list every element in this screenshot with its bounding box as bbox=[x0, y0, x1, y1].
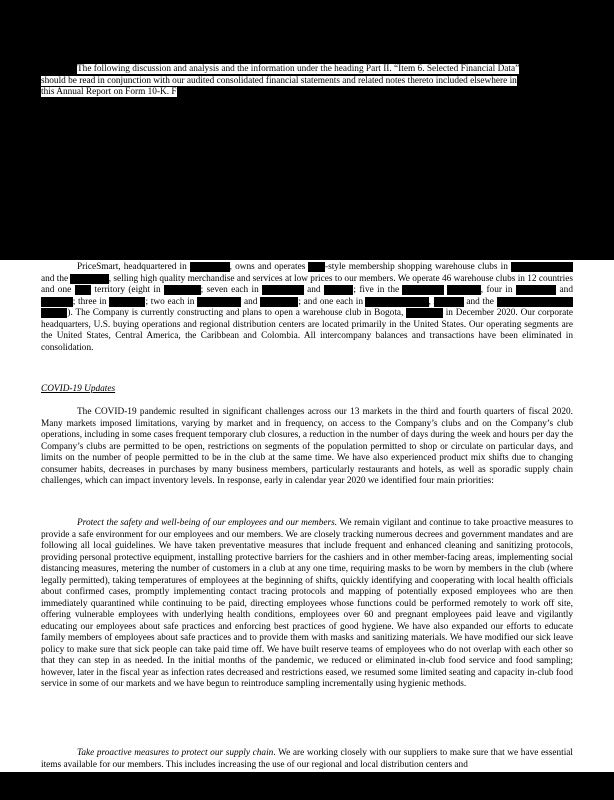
redacted-text: Costa Rica bbox=[262, 285, 304, 295]
redacted-text: Aruba, Barbados bbox=[365, 296, 429, 307]
priority-title: Take proactive measures to protect our supply chain bbox=[77, 748, 274, 758]
redacted-text: Colombia bbox=[164, 285, 201, 295]
covid-paragraph-2: Protect the safety and well-being of our employees and our members. We remain vigilant and continue to take proactive measures to provide a safe environment for our employees and our members. We are closely tracking numerous decrees and government mandates and are following all local guidelines. We have taken preventative measures that include frequent and enhanced cleaning and sanitizing protocols, providing personal protective equipment, installing protective barriers for the cashiers and in other member-facing areas, implementing social distancing measures, metering the number of customers in a club at any one time, requiring masks to be worn by members in the club (where legally permitted), taking temperatures of employees at the beginning of shifts, quickly identifying and cooperating with local health officials about confirmed cases, promptly implementing contact tracing protocols and mapping of potentially exposed employees who are then immediately quarantined while continuing to be paid, directing employees whose functions could be performed remotely to work off site, offering vulnerable employees with underlying health conditions, employees over 60 and pregnant employees paid leave and vigilantly educating our employees about safe practices and enforcing best practices of good hygiene. We have also expanded our efforts to educate family members of employees about safe practices and to provide them with masks and sanitizing materials. We have modified our sick leave policy to make sure that sick people can take paid time off. We have built reserve teams of employees who do not overlap with each other so that they can step in as needed. In the initial months of the pandemic, we reduced or eliminated in-club food service and food sampling; however, later in the fiscal year as infection rates decreased and restrictions eased, we resumed some limited seating and capacity in-club food service in some of our markets and we have begun to reintroduce sampling incrementally using hygienic methods. bbox=[41, 518, 573, 689]
redaction-band bbox=[0, 772, 614, 800]
redacted-text: Honduras bbox=[109, 296, 146, 307]
overview-paragraph: PriceSmart, headquartered in San Diego, owns and operates U.S.-style membership shopping warehouse clubs in Central America and the Caribbean, selling high quality merchandise and services at low prices to our members. We operate 46 warehouse clubs in 12 countries and one U.S. territory (eight in Colombia; seven each in Costa Rica and Panama; five in the Dominican Republic, four in Guatemala and Trinidad; three in Honduras; two each in El Salvador and Nicaragua; and one each in Aruba, Barbados, Jamaica and the United States Virgin Islands). The Company is currently constructing and plans to open a warehouse club in Bogota, Colombia in December 2020. Our corporate headquarters, U.S. buying operations and regional distribution centers are located primarily in the United States. Our operating segments are the United States, Central America, the Caribbean and Colombia. All intercompany balances and transactions have been eliminated in consolidation. bbox=[41, 262, 573, 353]
redacted-text: Caribbean bbox=[70, 273, 109, 284]
redacted-text: U.S. bbox=[74, 285, 92, 295]
redacted-text: Central America bbox=[511, 262, 573, 272]
redacted-text: United States Virgin Islands bbox=[41, 296, 573, 318]
redacted-text: Colombia bbox=[406, 308, 443, 318]
redacted-text: El Salvador bbox=[197, 296, 242, 307]
redacted-text: U.S. bbox=[308, 262, 325, 272]
redacted-text: Panama bbox=[323, 285, 354, 295]
redaction-band bbox=[0, 0, 614, 62]
intro-line-3: this Annual Report on Form 10-K. F bbox=[41, 87, 177, 97]
covid-paragraph-1: The COVID-19 pandemic resulted in significant challenges across our 13 markets in the third and fourth quarters of fiscal 2020. Many markets imposed limitations, varying by market and in frequency, on access to the Company’s clubs and on the Company’s club operations, including in some cases frequent temporary club closures, a reduction in the number of days during the week and hours per day the Company’s clubs are permitted to be open, restrictions on segments of the population permitted to shop or circulate on particular days, and limits on the number of people permitted to be in the club at the same time. We have also experienced product mix shifts due to changing consumer habits, decreases in purchases by many business members, particularly restaurants and hotels, as well as sporadic supply chain challenges, which can impact inventory levels. In response, early in calendar year 2020 we identified four main priorities: bbox=[41, 407, 573, 486]
redacted-text: Republic bbox=[447, 285, 481, 295]
covid-paragraph-3: Take proactive measures to protect our supply chain. We are working closely with our suppliers to make sure that we have essential items available for our members. This includes increasing the use of our regional and local distribution centers and bbox=[41, 748, 573, 770]
redacted-text: Nicaragua bbox=[260, 296, 299, 307]
intro-line-1: The following discussion and analysis and the information under the heading Part II. “Item 6. Selected Financial Data” bbox=[77, 64, 520, 74]
redacted-text: Jamaica bbox=[433, 296, 464, 307]
redacted-text: Dominican bbox=[402, 285, 444, 295]
redacted-text: Guatemala bbox=[515, 285, 557, 295]
priority-title: Protect the safety and well-being of our employees and our members. bbox=[77, 518, 338, 528]
intro-line-2: should be read in conjunction with our audited consolidated financial statements and related notes thereto included elsewhere in bbox=[41, 75, 517, 86]
section-heading: COVID-19 Updates bbox=[41, 384, 116, 394]
redacted-text: Trinidad bbox=[41, 296, 73, 307]
redacted-text: San Diego bbox=[189, 262, 230, 272]
mdna-intro-paragraph bbox=[41, 64, 573, 99]
